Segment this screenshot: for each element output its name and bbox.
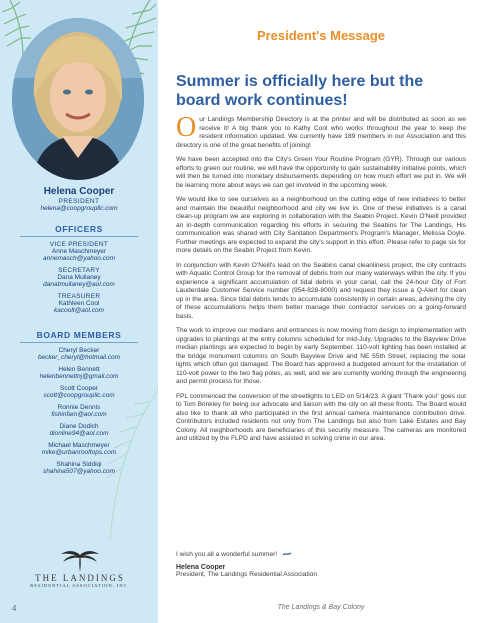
association-logo <box>10 550 150 588</box>
drop-cap: O <box>176 112 197 143</box>
member-name: Cheryl Becker <box>58 347 100 354</box>
officers-heading: OFFICERS <box>55 224 103 234</box>
board-member <box>0 461 158 475</box>
member-email: mike@urbanrooftops.com <box>41 449 117 456</box>
article-body <box>176 112 466 450</box>
member-email: helenbennettnj@gmail.com <box>39 373 119 380</box>
paragraph: The work to improve our medians and entrances is now moving from design to implementation with upgrades to plantings at the entry columns scheduled for mid-July. Upgrades to the Bayview Drive median plantings are expected to begin by early September. 110-volt lighting has been installed at the bridge monument columns on South Bayview Drive and NE 55th Street, replacing the solar lights which often got damaged. The Board has approved a budgeted amount for the installation of 110-volt power to the two flag poles, as well, and we are currently working through the engineering and permit process for those. <box>176 327 466 385</box>
officer-name: Anne Maschmeyer <box>51 248 107 255</box>
officer-entry <box>0 241 158 262</box>
divider <box>20 236 138 237</box>
board-member <box>0 423 158 437</box>
paragraph <box>176 112 466 150</box>
signature-name: Helena Cooper <box>176 564 226 571</box>
divider <box>20 342 138 343</box>
member-name: Scott Cooper <box>60 385 98 392</box>
president-email: helena@coopgroupllc.com <box>40 205 118 212</box>
board-member <box>0 385 158 399</box>
paragraph-text: ur Landings Membership Directory is at the printer and will be distributed as soon as we receive it! A big thank you to Kathy Cool who works throughout the year to keep the resident information updated. We currently have 189 members in our Association and this directory is one of the great benefits of joining! <box>176 116 466 149</box>
logo-subtext: RESIDENTIAL ASSOCIATION, INC. <box>30 583 130 588</box>
flourish-icon <box>282 551 292 557</box>
member-name: Ronnie Dennis <box>57 404 101 411</box>
member-email: becker_cheryl@hotmail.com <box>37 354 121 361</box>
member-email: scott@coopgroupllc.com <box>43 392 115 399</box>
member-email: dionline94@aol.com <box>49 430 109 437</box>
sidebar-directory <box>0 186 158 480</box>
officer-role: VICE PRESIDENT <box>49 241 109 248</box>
member-name: Diane Dodich <box>59 423 99 430</box>
article-headline: Summer is officially here but the board work continues! <box>176 73 424 109</box>
officer-name: Kathleen Cool <box>58 300 100 307</box>
paragraph: We would like to see ourselves as a neighborhood on the cutting edge of new initiatives to better and maintain the beautiful neighborhood and city we live in. One of these initiatives is a canal clean-up program we are exploring in collaboration with the Seabin Project. Kevin O'Neill provided an in-depth communication regarding his efforts in securing the Seabins for The Landings. His communication was shared with City Sanitation Department's Program's Manager, Melissa Doyle. Further meetings are expected to expand the city's support in this effort. Please refer to page six for more details on the Seabin Project from Kevin. <box>176 196 466 254</box>
president-name: Helena Cooper <box>43 186 115 197</box>
president-photo <box>12 18 144 180</box>
page-footer: The Landings & Bay Colony <box>277 604 365 611</box>
board-member <box>0 347 158 361</box>
member-email: shahina507@yahoo.com <box>42 468 115 475</box>
closing-line <box>176 551 466 558</box>
officer-email: annemasch@yahoo.com <box>43 255 115 262</box>
board-heading: BOARD MEMBERS <box>36 330 122 340</box>
officer-entry <box>0 267 158 288</box>
board-member <box>0 404 158 418</box>
board-member <box>0 366 158 380</box>
member-name: Michael Maschmeyer <box>48 442 110 449</box>
officer-email: kacoolt@aol.com <box>54 307 104 314</box>
signature-title: President, The Landings Residential Association <box>176 571 317 578</box>
paragraph: In conjunction with Kevin O'Neill's lead on the Seabins canal cleanliness project, the city contracts with Aquatic Control Group for the removal of debris from our many waterways within the city. If you experience a significant accumulation of tidal debris in your canal, call the 24-hour City of Fort Lauderdale Customer Service number (954-828-8000) and request they issue a Q-Alert for clean up in the area. Since tidal debris tends to accumulate consistently in certain areas, advising the city of these accumulations helps them better manage their contractor services on a going-forward basis. <box>176 261 466 320</box>
closing-block <box>176 551 466 578</box>
palm-logo-icon <box>57 550 103 572</box>
president-role: PRESIDENT <box>58 198 100 205</box>
article <box>176 0 466 623</box>
sidebar <box>0 0 158 623</box>
member-name: Shahina Siddiqi <box>56 461 102 468</box>
board-member <box>0 442 158 456</box>
officer-name: Dana Mullaney <box>57 274 101 281</box>
officer-role: SECRETARY <box>58 267 100 274</box>
officer-email: danatmullaney@aol.com <box>43 281 115 288</box>
logo-text: THE LANDINGS <box>35 573 125 583</box>
officer-entry <box>0 293 158 314</box>
closing-text: I wish you all a wonderful summer! <box>176 551 278 558</box>
page-number: 4 <box>12 604 17 613</box>
page-title: President's Message <box>256 28 386 43</box>
member-email: fishinfam@aol.com <box>51 411 107 418</box>
portrait-image <box>12 18 144 180</box>
paragraph: FPL commenced the conversion of the streetlights to LED on 5/14/23. A giant 'Thank you!' goes out to Tom Brinkley for being our advocate and liaison with the city on all these fronts. The Board would also like to thank all who participated in the first annual camera maintenance contribution drive. Contributors included residents not only from The Landings but also from Lake Estates and Bay Colony. All neighborhoods are beneficiaries of this security measure. The cameras are monitored and utilized by the FLPD and have assisted in solving crime in our area. <box>176 392 466 442</box>
paragraph: We have been accepted into the City's Green Your Routine Program (GYR). Through our various efforts to green our routine, we will have the opportunity to gain sustainability initiative points, which will then be turned into monetary disbursements depending on how much effort we put in. We will be learning more about ways we can get involved in the upcoming week. <box>176 156 466 189</box>
officer-role: TREASURER <box>57 293 101 300</box>
member-name: Helen Bennett <box>58 366 100 373</box>
